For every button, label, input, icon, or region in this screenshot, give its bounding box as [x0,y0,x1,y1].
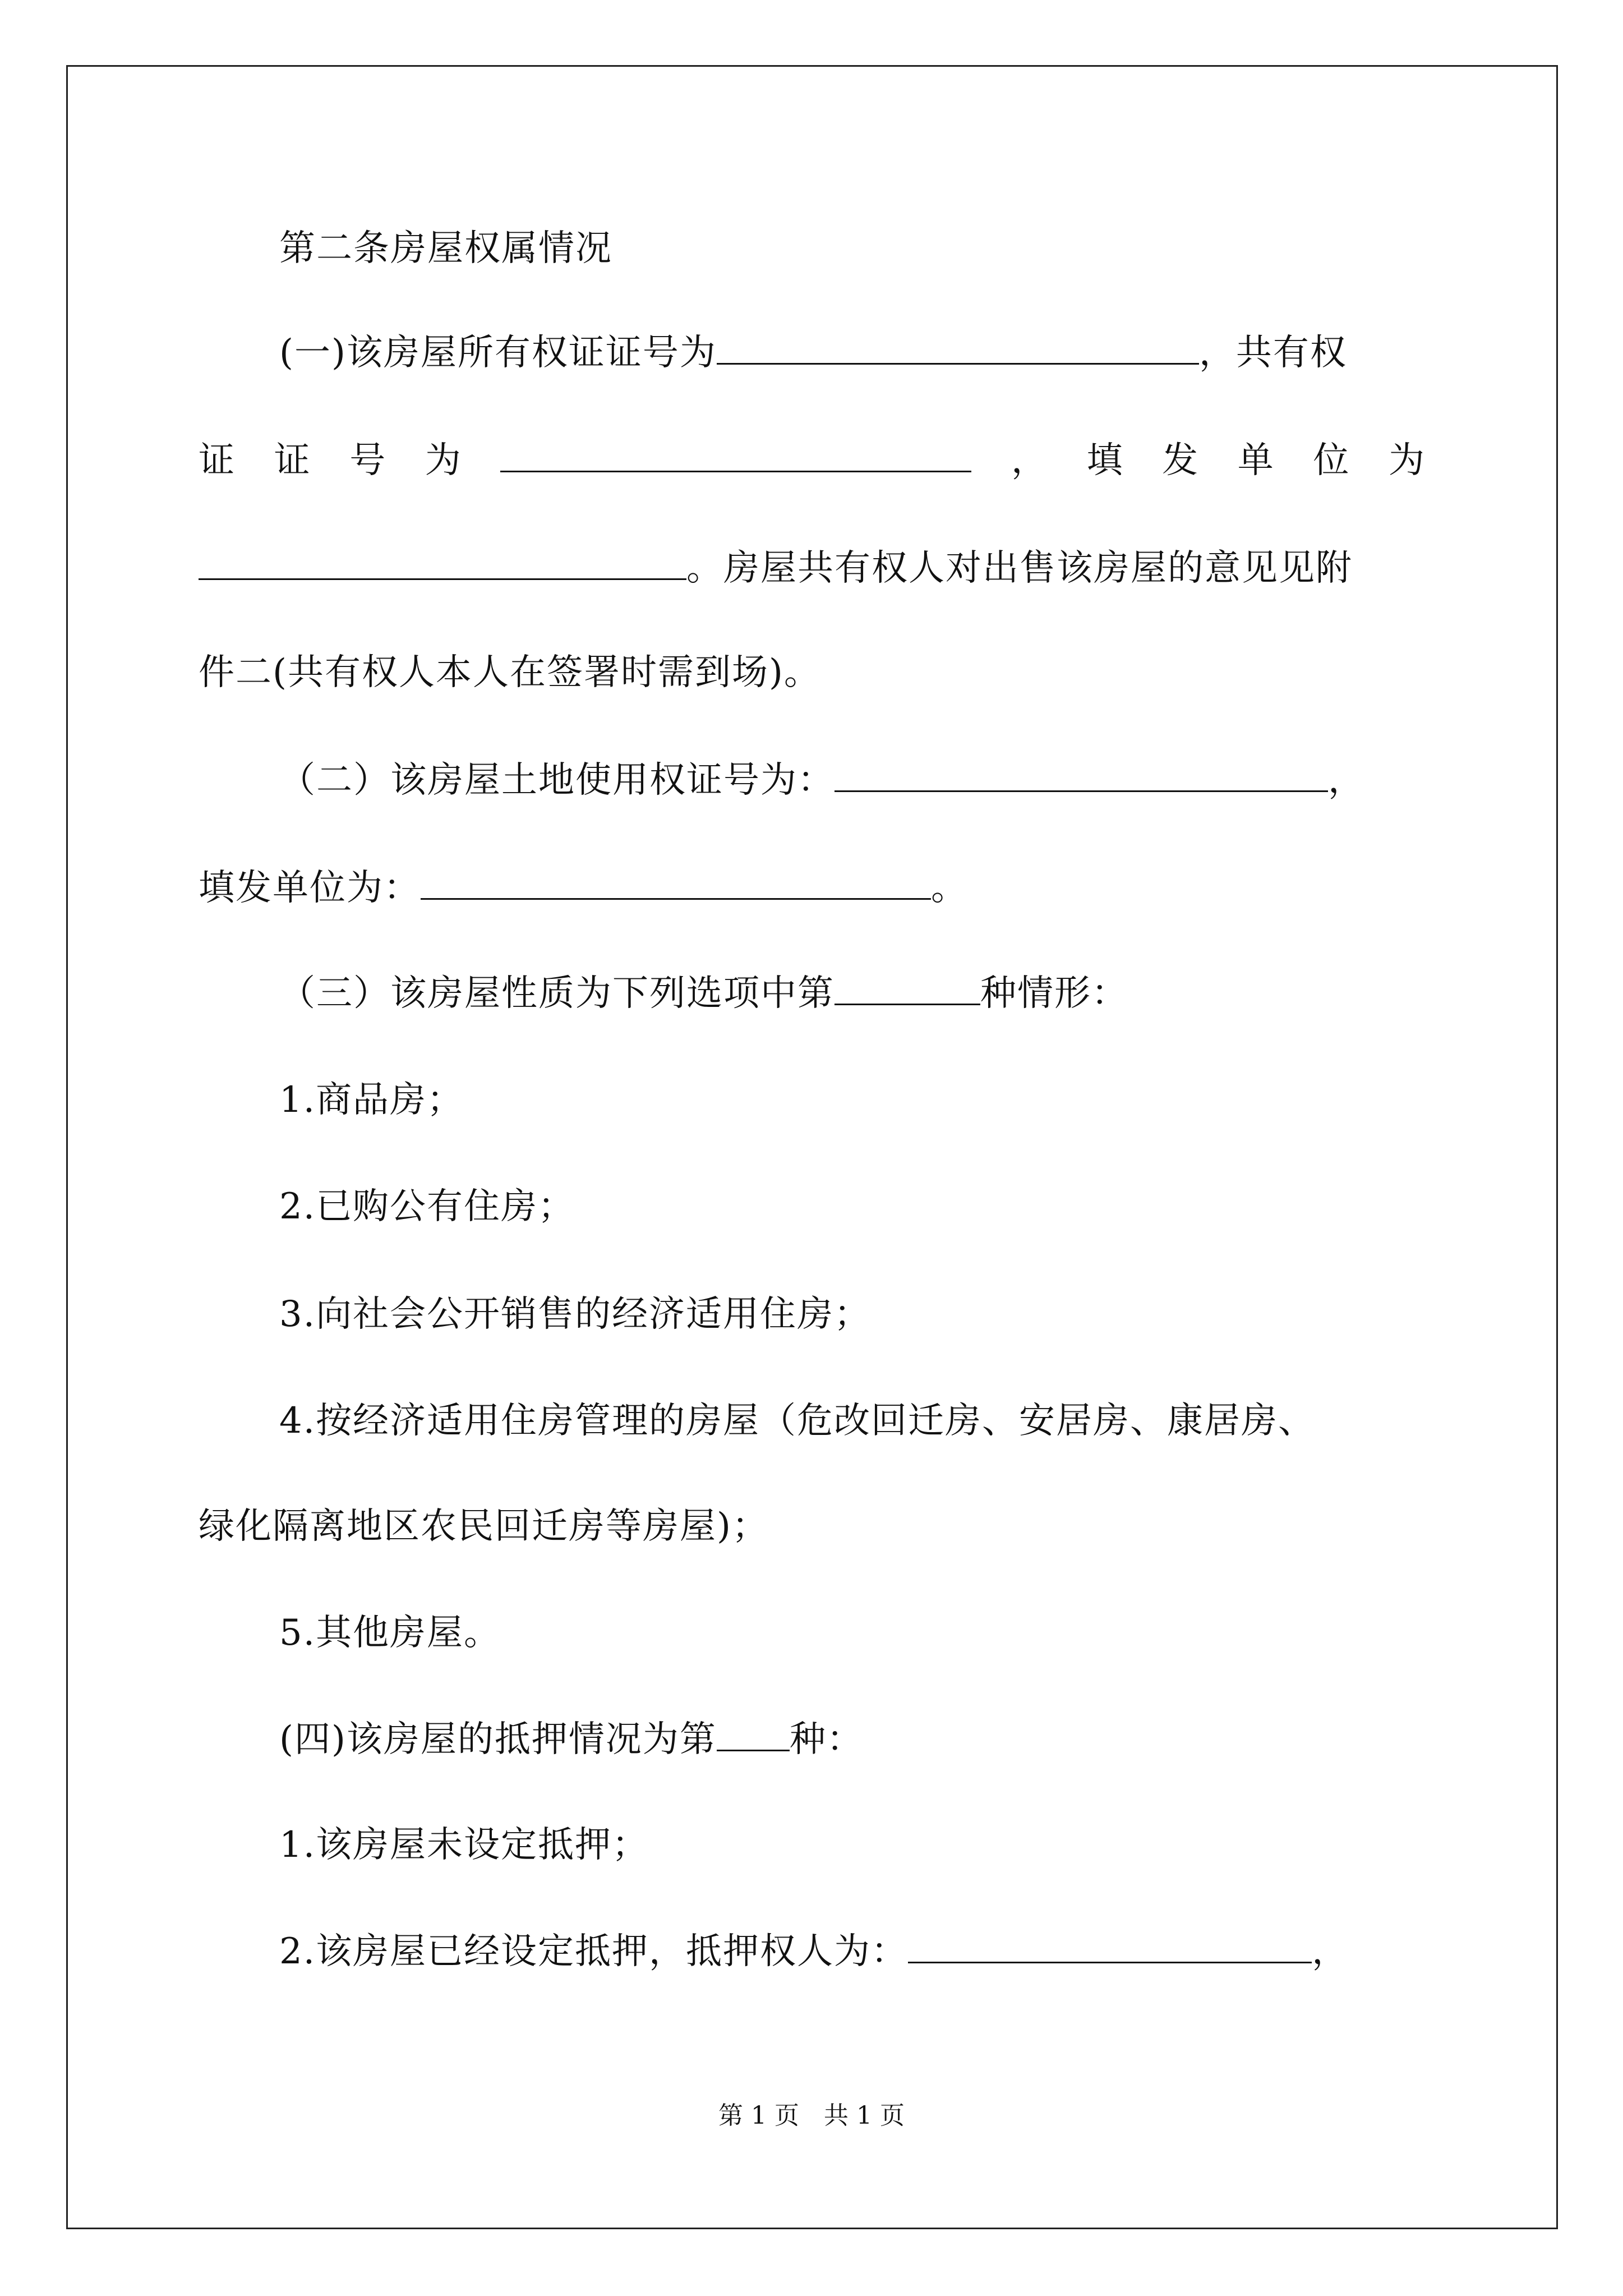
item1-line2-char: 为 [425,440,461,481]
item1-line3-text: 。房屋共有权人对出售该房屋的意见见附 [686,547,1353,589]
item2-after-blank: ， [1328,760,1365,801]
item1-line2-comma: ， [1011,440,1047,481]
item3-suffix: 种情形： [980,973,1128,1014]
mortgage-status-choice-blank[interactable] [717,1715,790,1751]
item4-suffix: 种： [789,1719,864,1760]
land-issuing-unit-blank[interactable] [421,863,931,900]
item1-after-blank: ，共有权 [1198,332,1347,374]
item1-line1 [279,328,1347,378]
item2-line2-prefix: 填发单位为： [199,867,421,909]
item1-prefix: (一)该房屋所有权证证号为 [279,332,717,374]
item4-option: 1.该房屋未设定抵押； [279,1824,649,1866]
item3-option: 3.向社会公开销售的经济适用住房； [279,1294,872,1335]
item1-line2-char: 单 [1237,440,1274,481]
item4-prefix: (四)该房屋的抵押情况为第 [279,1719,717,1760]
item2-line2 [199,863,968,913]
item2-line1 [279,755,1365,806]
item3-option: 2.已购公有住房； [279,1186,575,1227]
item3-option: 5.其他房屋。 [279,1612,501,1654]
item1-line2-char: 证 [274,440,310,481]
item3-option: 4.按经济适用住房管理的房屋（危改回迁房、安居房、康居房、 [279,1400,1316,1442]
item4-option2-text: 2.该房屋已经设定抵押，抵押权人为： [279,1931,909,1972]
section-heading: 第二条房屋权属情况 [279,228,612,269]
item1-line2-char: 号 [349,440,386,481]
item3-option-continued: 绿化隔离地区农民回迁房等房屋)； [199,1506,769,1547]
land-use-cert-number-blank[interactable] [834,756,1328,792]
item1-line4: 件二(共有权人本人在签署时需到场)。 [199,652,821,693]
mortgagee-blank[interactable] [908,1927,1312,1963]
item1-line2-char: 位 [1313,440,1349,481]
item4-option [279,1926,1349,1977]
item1-line2-char: 证 [199,440,234,481]
item3-prefix: （三）该房屋性质为下列选项中第 [279,973,834,1014]
item1-line3 [199,543,1353,593]
item2-prefix: （二）该房屋土地使用权证号为： [279,760,834,801]
item1-line2-char: 发 [1162,440,1198,481]
item1-line2-char: 填 [1086,440,1123,481]
item4-option2-end: ， [1312,1931,1349,1972]
co-ownership-cert-number-blank[interactable] [500,436,971,472]
issuing-unit-blank[interactable] [199,544,686,580]
item2-line2-end: 。 [931,867,968,909]
item3-line1 [279,968,1128,1019]
page-number-footer: 第 1 页 共 1 页 [718,2101,905,2130]
ownership-cert-number-blank[interactable] [717,328,1199,365]
property-type-choice-blank[interactable] [834,969,980,1005]
item1-line2-char: 为 [1388,440,1424,481]
item4-line1 [279,1714,864,1765]
item1-line2 [199,435,1424,486]
page-border [66,65,1558,2229]
item3-option: 1.商品房； [279,1079,464,1121]
